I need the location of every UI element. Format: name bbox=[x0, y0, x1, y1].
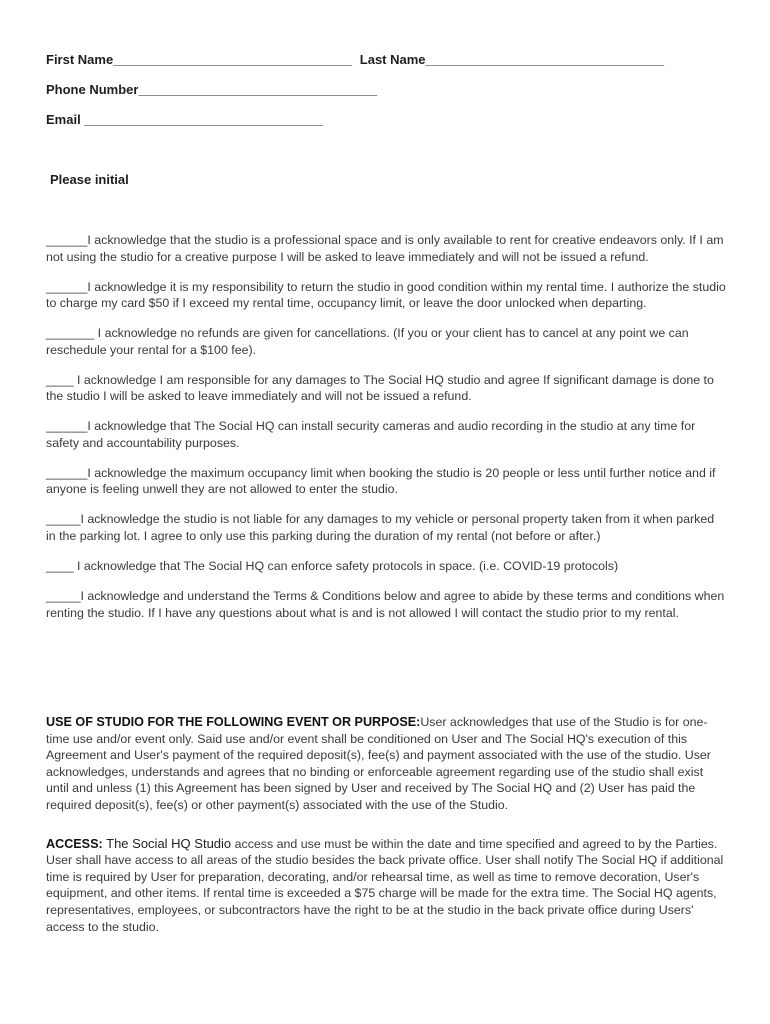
use-of-studio-section bbox=[46, 714, 726, 814]
name-row bbox=[46, 51, 664, 81]
please-initial-heading: Please initial bbox=[50, 172, 129, 187]
first-name-field[interactable]: First Name_________________________________ bbox=[46, 52, 352, 67]
acknowledgement-item: ______I acknowledge it is my responsibility to return the studio in good condition within my rental time. I authorize the studio to charge my card $50 if I exceed my rental time, occupancy limit, or leave the door unlocked when departing. bbox=[46, 279, 726, 311]
use-of-studio-body: User acknowledges that use of the Studio is for one-time use and/or event only. Said use and/or event shall be conditioned on User and The Social HQ's execution of this Agreement and User's payment of the required deposit(s), fee(s) and payment associated with the use of the studio. User acknowledges, understands and agrees that no binding or enforceable agreement regarding use of the studio shall exist until and unless (1) this Agreement has been signed by User and received by The Social HQ and (2) User has paid the required deposit(s), fee(s) or other payment(s) associated with the use of the Studio. bbox=[46, 715, 711, 812]
last-name-field[interactable]: Last Name_________________________________ bbox=[359, 52, 665, 67]
acknowledgement-item: ______I acknowledge that The Social HQ can install security cameras and audio recording in the studio at any time for safety and accountability purposes. bbox=[46, 419, 696, 450]
acknowledgement-item: ______I acknowledge the maximum occupancy limit when booking the studio is 20 people or less until further notice and if anyone is feeling unwell they are not allowed to enter the studio. bbox=[46, 465, 716, 497]
access-section bbox=[46, 836, 726, 936]
acknowledgement-item: _____I acknowledge and understand the Terms & Conditions below and agree to abide by these terms and conditions when renting the studio. If I have any questions about what is and is not allowed I will contact the studio prior to my rental. bbox=[46, 589, 725, 620]
access-heading: ACCESS: bbox=[46, 836, 103, 851]
contact-fields bbox=[46, 51, 664, 141]
acknowledgement-item: ______I acknowledge that the studio is a professional space and is only available to rent for creative endeavors only. If I am not using the studio for a creative purpose I will be asked to leave immediately and will not be issued a refund. bbox=[46, 233, 724, 264]
access-studio-name: The Social HQ Studio bbox=[106, 835, 232, 851]
access-body: access and use must be within the date and time specified and agreed to by the Parties. User shall have access to all areas of the studio besides the back private office. User shall notify The Social HQ if additional time is required by User for preparation, decorating, and/or rehearsal time, as well as time to remove decoration, User's equipment, and other items. If rental time is exceeded a $75 charge will be made for the extra time. The Social HQ agents, representatives, employees, or subcontractors have the right to be at the studio in the back private office during Users' access to the studio. bbox=[46, 836, 724, 934]
email-field[interactable]: Email _________________________________ bbox=[46, 112, 323, 127]
terms-sections bbox=[46, 714, 726, 957]
acknowledgement-item: ____ I acknowledge that The Social HQ can enforce safety protocols in space. (i.e. COVID-19 protocols) bbox=[46, 559, 619, 574]
acknowledgement-item: _______ I acknowledge no refunds are given for cancellations. (If you or your client has to cancel at any point we can reschedule your rental for a $100 fee). bbox=[46, 326, 689, 357]
acknowledgement-item: ____ I acknowledge I am responsible for any damages to The Social HQ studio and agree If significant damage is done to the studio I will be asked to leave immediately and will not be issued a refund. bbox=[46, 372, 714, 404]
acknowledgement-list bbox=[46, 232, 726, 635]
phone-field[interactable]: Phone Number_________________________________ bbox=[46, 82, 378, 97]
acknowledgement-item: _____I acknowledge the studio is not liable for any damages to my vehicle or personal property taken from it when parked in the parking lot. I agree to only use this parking during the duration of my rental (not before or after.) bbox=[46, 512, 715, 544]
use-of-studio-heading: USE OF STUDIO FOR THE FOLLOWING EVENT OR PURPOSE: bbox=[46, 715, 421, 729]
